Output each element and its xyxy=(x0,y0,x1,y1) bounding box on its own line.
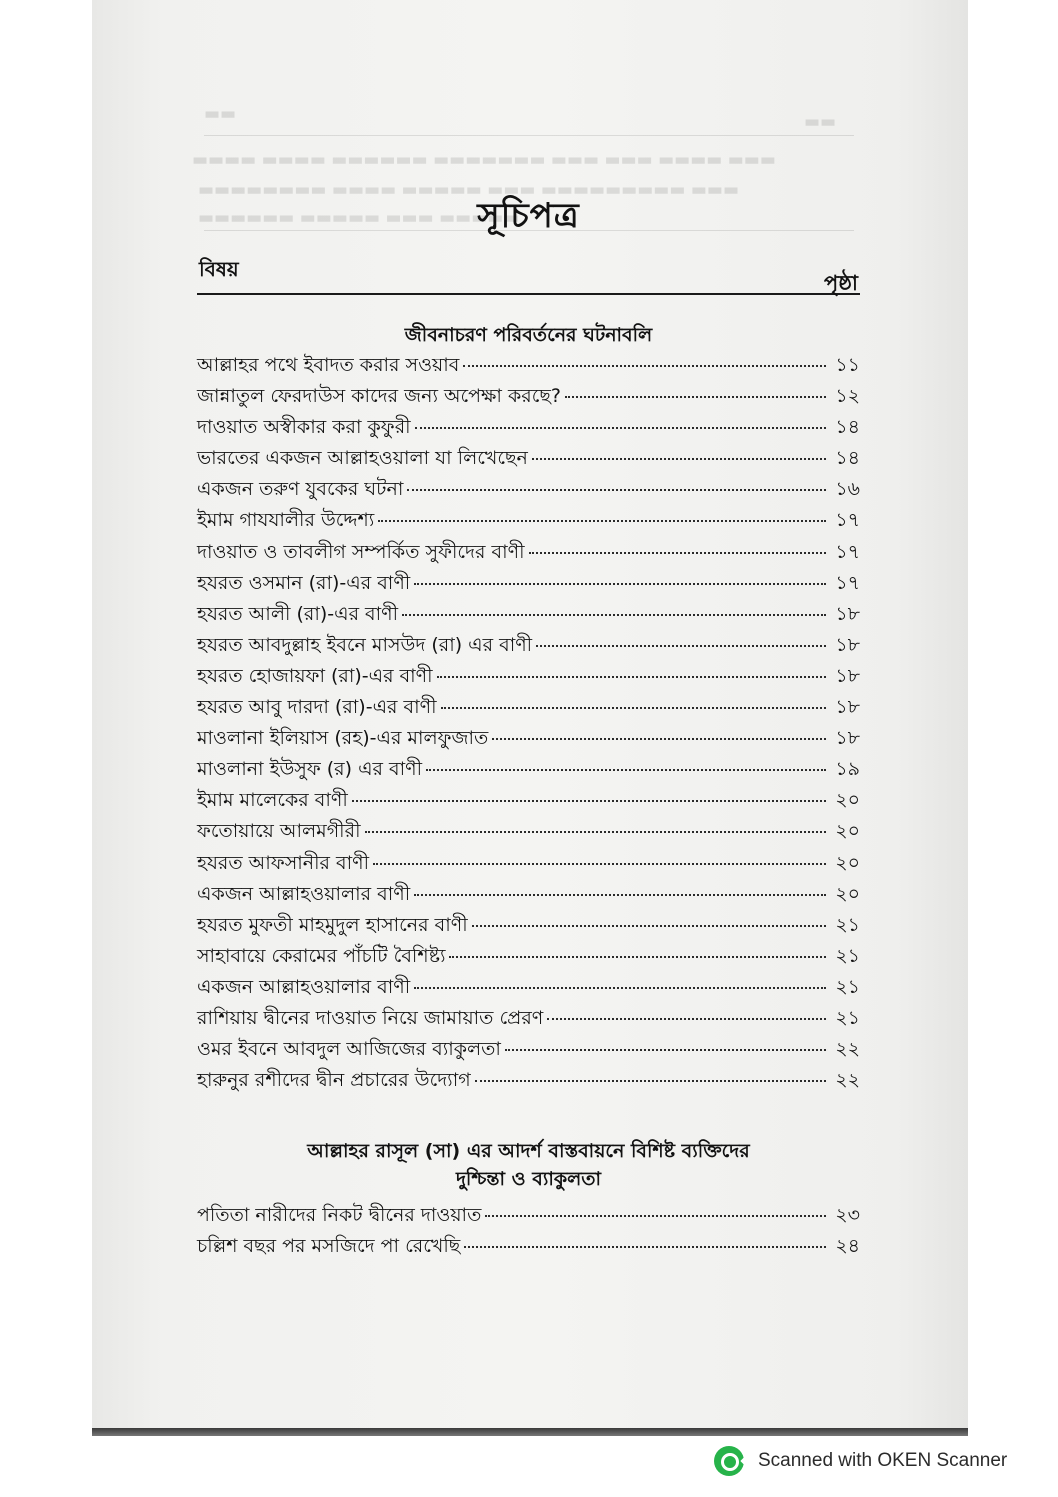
toc-entry-page-number: ২১ xyxy=(835,975,860,998)
table-of-contents xyxy=(197,180,860,1263)
toc-entry xyxy=(197,631,860,662)
toc-entry-page-number: ১৮ xyxy=(835,664,860,687)
toc-entry-page-number: ১১ xyxy=(835,354,860,376)
toc-entry-page-number: ২১ xyxy=(835,913,860,936)
toc-entry-page-number: ১৪ xyxy=(835,447,860,470)
toc-entry-title: দাওয়াত অস্বীকার করা কুফুরী xyxy=(197,416,411,439)
dot-leader xyxy=(352,800,826,802)
toc-entry xyxy=(197,755,860,786)
dot-leader xyxy=(373,863,826,865)
dot-leader xyxy=(472,925,826,927)
dot-leader xyxy=(529,552,826,554)
toc-entry-page-number: ২০ xyxy=(835,789,860,812)
toc-entry-title: ওমর ইবনে আবদুল আজিজের ব্যাকুলতা xyxy=(197,1038,501,1061)
dot-leader xyxy=(414,894,826,896)
toc-entry-title: চল্লিশ বছর পর মসজিদে পা রেখেছি xyxy=(197,1235,461,1258)
section-heading-line: জীবনাচরণ পরিবর্তনের ঘটনাবলি xyxy=(404,324,653,346)
toc-entry xyxy=(197,1232,860,1263)
toc-entry-page-number: ১৮ xyxy=(835,633,860,656)
toc-entry-page-number: ১৮ xyxy=(835,727,860,750)
toc-entry-title: হযরত আলী (রা)-এর বাণী xyxy=(197,602,399,625)
toc-entry-title: হযরত আফসানীর বাণী xyxy=(197,851,370,874)
toc-entry-page-number: ২২ xyxy=(835,1038,860,1061)
dot-leader xyxy=(532,458,826,460)
toc-entry-page-number: ২১ xyxy=(835,1006,860,1029)
dot-leader xyxy=(547,1018,826,1020)
toc-entry-page-number: ১৯ xyxy=(835,758,860,781)
toc-entry xyxy=(197,880,860,911)
toc-entry xyxy=(197,444,860,475)
column-topic-label: বিষয় xyxy=(199,257,239,281)
dot-leader xyxy=(426,769,826,771)
dot-leader xyxy=(378,520,826,522)
toc-entry-page-number: ২৪ xyxy=(835,1235,860,1258)
dot-leader xyxy=(441,707,826,709)
page-edge-shadow xyxy=(92,1428,968,1436)
toc-entry-page-number: ২১ xyxy=(835,944,860,967)
toc-entry xyxy=(197,351,860,382)
toc-entry-page-number: ২০ xyxy=(835,882,860,905)
scanner-watermark-text: Scanned with OKEN Scanner xyxy=(758,1450,1008,1471)
dot-leader xyxy=(414,987,826,989)
column-page-label: পৃষ্ঠা xyxy=(823,271,858,295)
toc-entry-page-number: ১৮ xyxy=(835,602,860,625)
toc-entry-title: হযরত হোজায়ফা (রা)-এর বাণী xyxy=(197,664,433,687)
toc-entry xyxy=(197,413,860,444)
toc-entry xyxy=(197,1004,860,1035)
toc-entry-title: হযরত মুফতী মাহমুদুল হাসানের বাণী xyxy=(197,913,468,936)
toc-entry xyxy=(197,382,860,413)
toc-entry-title: একজন আল্লাহওয়ালার বাণী xyxy=(197,975,411,998)
section-heading xyxy=(197,321,860,349)
toc-entry xyxy=(197,600,860,631)
toc-entry-title: মাওলানা ইলিয়াস (রহ)-এর মালফুজাত xyxy=(197,727,489,750)
dot-leader xyxy=(365,831,827,833)
toc-entry-page-number: ২০ xyxy=(835,851,860,874)
dot-leader xyxy=(536,645,826,647)
toc-entry-title: আল্লাহর পথে ইবাদত করার সওয়াব xyxy=(197,354,460,376)
toc-entry xyxy=(197,817,860,848)
toc-entry-page-number: ২০ xyxy=(835,820,860,843)
toc-entry xyxy=(197,973,860,1004)
toc-entry xyxy=(197,662,860,693)
toc-entry-list xyxy=(197,1201,860,1263)
toc-entry xyxy=(197,786,860,817)
toc-entry xyxy=(197,911,860,942)
toc-entry-title: জান্নাতুল ফেরদাউস কাদের জন্য অপেক্ষা করছে? xyxy=(197,385,561,408)
dot-leader xyxy=(414,583,826,585)
oken-scanner-logo-icon xyxy=(714,1446,744,1476)
dot-leader xyxy=(415,427,826,429)
dot-leader xyxy=(449,956,826,958)
toc-entry xyxy=(197,1066,860,1097)
toc-entry xyxy=(197,942,860,973)
toc-entry-title: ভারতের একজন আল্লাহওয়ালা যা লিখেছেন xyxy=(197,447,528,470)
page-title: সূচিপত্র xyxy=(477,196,580,236)
book-page: ▬▬ ▬▬ ▬▬▬▬ ▬▬▬▬ ▬▬▬▬▬▬ ▬▬▬▬▬▬▬ ▬▬▬ ▬▬▬ ▬▬▬▬ ▬▬▬ ▬▬▬▬▬▬▬▬ ▬▬▬▬ ▬▬▬▬▬ ▬▬▬ ▬▬▬▬▬▬▬▬▬ ▬▬▬ ▬▬▬▬▬▬ ▬▬▬▬▬ ▬▬▬ ▬▬▬▬▬ xyxy=(92,0,968,1432)
dot-leader xyxy=(437,676,826,678)
toc-entry-page-number: ১৭ xyxy=(835,509,860,532)
section-heading xyxy=(197,1137,860,1193)
toc-entry-title: একজন তরুণ যুবকের ঘটনা xyxy=(197,478,404,501)
dot-leader xyxy=(505,1049,826,1051)
toc-entry-title: ইমাম মালেকের বাণী xyxy=(197,789,348,812)
toc-entry-title: রাশিয়ায় দ্বীনের দাওয়াত নিয়ে জামায়াত প্রেরণ xyxy=(197,1006,544,1029)
toc-entry xyxy=(197,1201,860,1232)
dot-leader xyxy=(464,1246,826,1248)
toc-entry-title: হযরত ওসমান (রা)-এর বাণী xyxy=(197,571,411,594)
toc-entry-title: একজন আল্লাহওয়ালার বাণী xyxy=(197,882,411,905)
dot-leader xyxy=(402,614,826,616)
dot-leader xyxy=(475,1080,826,1082)
toc-entry-list xyxy=(197,351,860,1097)
toc-entry xyxy=(197,1035,860,1066)
toc-entry-title: ফতোয়ায়ে আলমগীরী xyxy=(197,820,361,843)
dot-leader xyxy=(463,365,826,367)
dot-leader xyxy=(485,1215,826,1217)
toc-entry xyxy=(197,849,860,880)
dot-leader xyxy=(492,738,826,740)
toc-header xyxy=(197,249,860,295)
toc-entry-page-number: ২২ xyxy=(835,1069,860,1092)
toc-entry-title: হযরত আবু দারদা (রা)-এর বাণী xyxy=(197,696,437,719)
toc-entry-page-number: ১৭ xyxy=(835,571,860,594)
toc-entry xyxy=(197,569,860,600)
toc-entry-page-number: ১৭ xyxy=(835,540,860,563)
dot-leader xyxy=(565,396,826,398)
toc-entry-title: সাহাবায়ে কেরামের পাঁচটি বৈশিষ্ট্য xyxy=(197,944,446,967)
toc-entry-title: হারুনুর রশীদের দ্বীন প্রচারের উদ্যোগ xyxy=(197,1069,471,1092)
toc-entry-page-number: ১৬ xyxy=(835,478,860,501)
toc-entry xyxy=(197,693,860,724)
dot-leader xyxy=(407,489,826,491)
toc-entry-title: দাওয়াত ও তাবলীগ সম্পর্কিত সুফীদের বাণী xyxy=(197,540,525,563)
toc-entry-page-number: ২৩ xyxy=(835,1204,860,1227)
scanner-watermark xyxy=(714,1446,1007,1476)
toc-entry-page-number: ১৮ xyxy=(835,696,860,719)
toc-entry xyxy=(197,506,860,537)
toc-entry-page-number: ১২ xyxy=(835,385,860,408)
toc-entry-page-number: ১৪ xyxy=(835,416,860,439)
toc-entry xyxy=(197,538,860,569)
toc-entry-title: পতিতা নারীদের নিকট দ্বীনের দাওয়াত xyxy=(197,1204,482,1227)
toc-entry xyxy=(197,475,860,506)
toc-entry-title: মাওলানা ইউসুফ (র) এর বাণী xyxy=(197,758,423,781)
toc-entry xyxy=(197,724,860,755)
toc-entry-title: হযরত আবদুল্লাহ ইবনে মাসউদ (রা) এর বাণী xyxy=(197,633,533,656)
section-heading-line: আল্লাহর রাসূল (সা) এর আদর্শ বাস্তবায়নে বিশিষ্ট ব্যক্তিদের xyxy=(307,1140,750,1163)
section-heading-line: দুশ্চিন্তা ও ব্যাকুলতা xyxy=(455,1168,602,1191)
toc-entry-title: ইমাম গাযযালীর উদ্দেশ্য xyxy=(197,509,375,532)
